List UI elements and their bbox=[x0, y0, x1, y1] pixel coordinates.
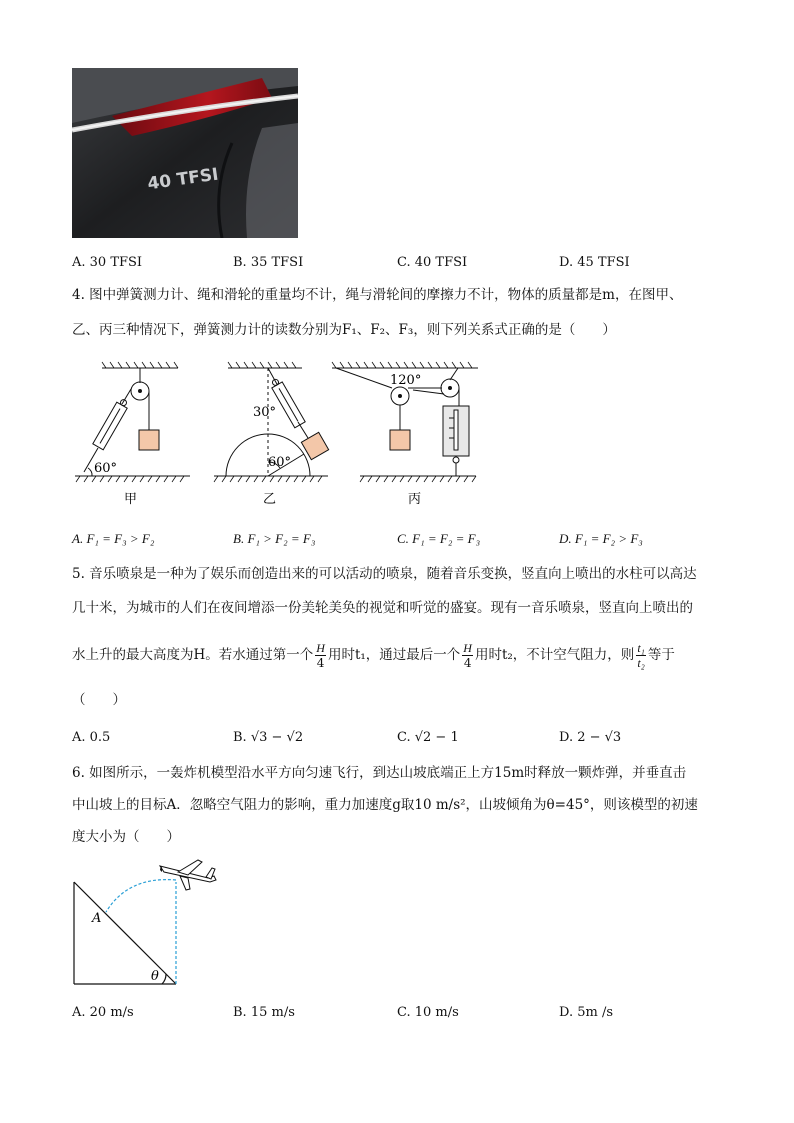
q4-option-c[interactable]: C. F₁ = F₂ = F₃ bbox=[397, 531, 481, 546]
q5-option-b[interactable]: B. √3 − √2 bbox=[233, 730, 304, 745]
fraction-numerator: H bbox=[463, 641, 472, 655]
airplane-icon bbox=[160, 860, 216, 890]
fig-jia-label: 甲 bbox=[124, 492, 138, 507]
q5-stem-line2: 几十米，为城市的人们在夜间增添一份美轮美奂的视觉和听觉的盛宴。现有一音乐喷泉，竖直向上喷出的 bbox=[72, 600, 693, 616]
q6-stem-line2: 中山坡上的目标A．忽略空气阻力的影响，重力加速度g取10 m/s²，山坡倾角为θ=45°，则该模型的初速 bbox=[72, 797, 698, 813]
fig-yi-label: 乙 bbox=[263, 492, 277, 507]
q6-target-a-label: A bbox=[92, 911, 102, 926]
q5-line3-part-c: 用时t₂，不计空气阻力，则 bbox=[474, 647, 635, 663]
ratio-denominator: t₂ bbox=[637, 656, 645, 670]
q5-option-a[interactable]: A. 0.5 bbox=[72, 730, 111, 745]
q6-stem-line1: 6. 如图所示，一轰炸机模型沿水平方向匀速飞行，到达山坡底端正上方15m时释放一颗炸弹，并垂直击 bbox=[72, 765, 687, 781]
q5-ratio-fraction bbox=[636, 641, 646, 670]
q5-stem-line3 bbox=[72, 636, 675, 676]
fraction-numerator: H bbox=[316, 641, 325, 655]
q6-angle-theta-label: θ bbox=[151, 969, 159, 984]
q6-option-d[interactable]: D. 5m /s bbox=[559, 1005, 614, 1020]
q6-diagram bbox=[68, 856, 220, 990]
q5-stem-line1: 5. 音乐喷泉是一种为了娱乐而创造出来的可以活动的喷泉，随着音乐变换，竖直向上喷出的水柱可以高达 bbox=[72, 566, 697, 582]
q6-stem-line3: 度大小为（ ） bbox=[72, 829, 180, 845]
car-badge-photo bbox=[72, 68, 298, 238]
q6-option-a[interactable]: A. 20 m/s bbox=[72, 1005, 134, 1020]
ratio-numerator: t₁ bbox=[637, 641, 645, 655]
q5-fraction-h4-last bbox=[462, 641, 473, 670]
q5-option-c[interactable]: C. √2 − 1 bbox=[397, 730, 459, 745]
fig-bing-label: 丙 bbox=[408, 492, 422, 507]
q5-option-d[interactable]: D. 2 − √3 bbox=[559, 730, 622, 745]
q4-option-b[interactable]: B. F₁ > F₂ = F₃ bbox=[233, 531, 316, 546]
fraction-denominator: 4 bbox=[316, 656, 325, 670]
photo-badge-text: 40 TFSI bbox=[146, 164, 220, 195]
q5-line3-part-b: 用时t₁，通过最后一个 bbox=[327, 647, 461, 663]
q3-option-d[interactable]: D. 45 TFSI bbox=[559, 255, 630, 270]
fraction-denominator: 4 bbox=[463, 656, 472, 670]
fig-jia-angle: 60° bbox=[94, 461, 118, 476]
q4-option-a[interactable]: A. F₁ = F₃ > F₂ bbox=[72, 531, 155, 546]
fig-yi-angle-bottom: 60° bbox=[268, 455, 292, 470]
q4-stem-line2: 乙、丙三种情况下，弹簧测力计的读数分别为F₁、F₂、F₃，则下列关系式正确的是（ ） bbox=[72, 322, 616, 338]
q4-diagrams bbox=[70, 358, 490, 510]
fig-yi-angle-top: 30° bbox=[253, 405, 277, 420]
q5-line3-part-d: 等于 bbox=[647, 647, 675, 663]
q5-line3-part-a: 水上升的最大高度为H。若水通过第一个 bbox=[72, 647, 314, 663]
q4-option-d[interactable]: D. F₁ = F₂ > F₃ bbox=[559, 531, 643, 546]
q6-option-c[interactable]: C. 10 m/s bbox=[397, 1005, 459, 1020]
q5-stem-line4: （ ） bbox=[72, 692, 126, 708]
q6-option-b[interactable]: B. 15 m/s bbox=[233, 1005, 295, 1020]
q5-fraction-h4-first bbox=[315, 641, 326, 670]
q3-option-c[interactable]: C. 40 TFSI bbox=[397, 255, 468, 270]
q3-option-a[interactable]: A. 30 TFSI bbox=[72, 255, 143, 270]
fig-bing-angle: 120° bbox=[390, 373, 422, 388]
q3-option-b[interactable]: B. 35 TFSI bbox=[233, 255, 304, 270]
q4-stem-line1: 4. 图中弹簧测力计、绳和滑轮的重量均不计，绳与滑轮间的摩擦力不计，物体的质量都是m，在图甲、 bbox=[72, 287, 683, 303]
